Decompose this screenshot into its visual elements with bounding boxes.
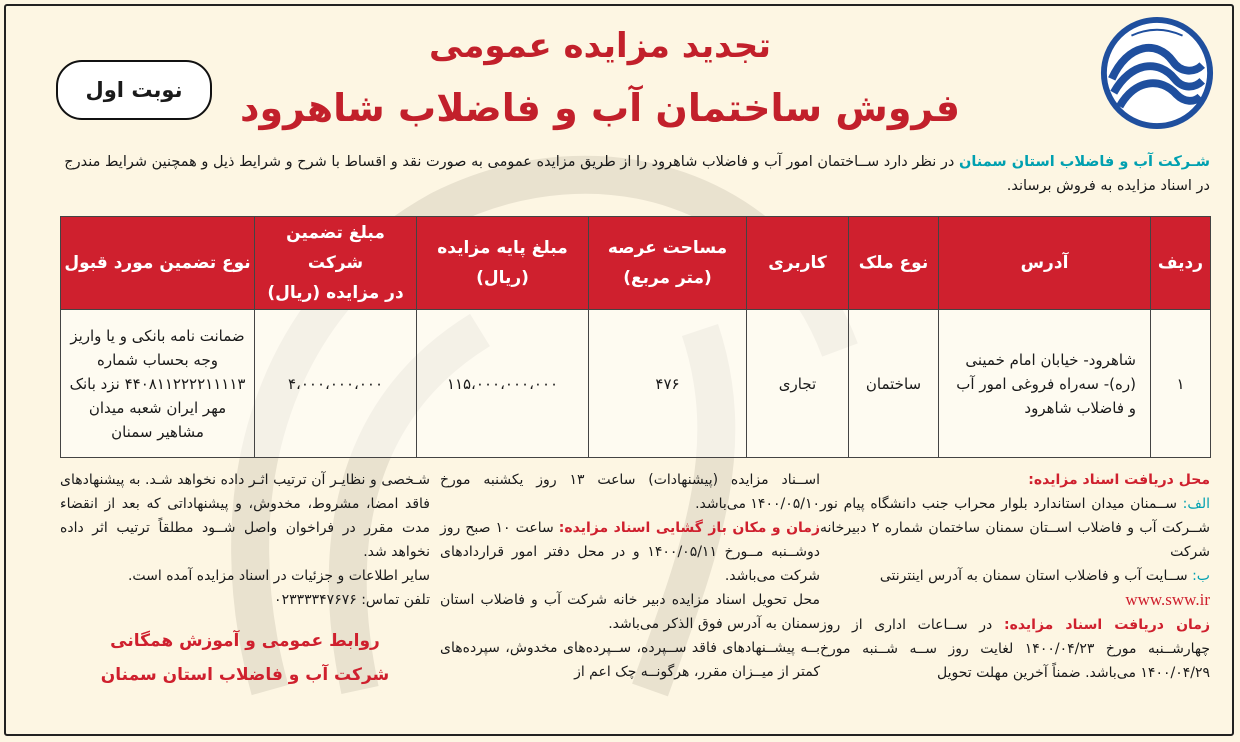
page-title: تجدید مزایده عمومی [428,26,772,66]
column-left [60,468,430,692]
water-waves-logo-icon [1098,14,1216,132]
signature-line-2: شرکت آب و فاضلاب استان سمنان [100,665,390,685]
th-deposit: مبلغ تضمین شرکت در مزایده (ریال) [255,217,417,310]
section-heading: محل دریافت اسناد مزایده: [1028,472,1210,488]
paragraph: ب: ســایت آب و فاضلاب استان سمنان به آدرس اینترنتی [879,568,1210,584]
intro-text: در نظر دارد ســاختمان امور آب و فاضلاب شاهرود را از طریق مزایده عمومی به صورت نقد و اقساط با شرح و شرایط ذیل و همچنین شرایط مندرج در اسناد مزایده به فروش برساند. [64,154,1210,194]
phone-number: تلفن تماس: ۰۲۳۳۳۳۴۷۶۷۶ [274,592,430,608]
th-row: ردیف [1151,217,1211,310]
cell-guarantee: ضمانت نامه بانکی و یا واریز وجه بحساب شماره ۴۴۰۸۱۱۲۲۲۲۱۱۱۱۳ نزد بانک مهر ایران شعبه میدان مشاهیر سمنان [61,310,255,458]
paragraph: شـخصی و نظایـر آن ترتیب اثـر داده نخواهد شـد. به پیشنهادهای فاقد امضا، مشروط، مخدوش، و پیشنهاداتی که بعد از انقضاء مدت مقرر در فراخوان واصل شــود مطلقاً ترتیب اثر داده نخواهد شد. [60,472,430,560]
th-guarantee: نوع تضمین مورد قبول [61,217,255,310]
table-header-row [61,217,1211,310]
paragraph: سایر اطلاعات و جزئیات در اسناد مزایده آمده است. [127,568,430,584]
signature-block [60,624,430,692]
cell-num: ۱ [1151,310,1211,458]
column-right [820,468,1210,685]
cell-address: شاهرود- خیابان امام خمینی (ره)- سه‌راه فروغی امور آب و فاضلاب شاهرود [939,310,1151,458]
intro-paragraph [60,150,1210,198]
paragraph: زمان دریافت اسناد مزایده: در ســاعات اداری از روز چهارشــنبه مورخ ۱۴۰۰/۰۴/۲۳ لغایت روز ســه شــنبه مورخ ۱۴۰۰/۰۴/۲۹ می‌باشد. ضمناً آخرین مهلت تحویل [820,617,1211,681]
round-badge: نوبت اول [56,60,212,120]
column-middle [440,468,820,684]
website-link[interactable]: www.sww.ir [1125,590,1210,609]
signature-line-1: روابط عمومی و آموزش همگانی [110,631,380,651]
paragraph: محل تحویل اسناد مزایده دبیر خانه شرکت آب و فاضلاب استان سمنان به آدرس فوق الذکر می‌باشد. [440,592,820,632]
th-address: آدرس [939,217,1151,310]
cell-type: ساختمان [849,310,939,458]
paragraph: زمان و مکان باز گشایی اسناد مزایده: ساعت ۱۰ صبح روز دوشــنبه مــورخ ۱۴۰۰/۰۵/۱۱ و در محل دفتر امور قراردادهای شرکت می‌باشد. [440,520,821,584]
cell-area: ۴۷۶ [589,310,747,458]
th-base-price: مبلغ پایه مزایده (ریال) [417,217,589,310]
th-type: نوع ملک [849,217,939,310]
company-name: شـرکت آب و فاضلاب استان سمنان [958,154,1210,170]
th-area: مساحت عرصه (متر مربع) [589,217,747,310]
cell-usage: تجاری [747,310,849,458]
page-subtitle: فروش ساختمان آب و فاضلاب شاهرود [240,86,960,130]
table-row [61,310,1211,458]
cell-base-price: ۱۱۵،۰۰۰،۰۰۰،۰۰۰ [417,310,589,458]
paragraph: الف: ســمنان میدان استاندارد بلوار محراب جنب دانشگاه پیام نور شــرکت آب و فاضلاب اســتان سمنان ساختمان شماره ۲ دبیرخانه شرکت [820,496,1210,560]
paragraph: اســناد مزایده (پیشنهادات) ساعت ۱۳ روز یکشنبه مورخ ۱۴۰۰/۰۵/۱۰ می‌باشد. [440,472,821,512]
cell-deposit: ۴،۰۰۰،۰۰۰،۰۰۰ [255,310,417,458]
th-usage: کاربری [747,217,849,310]
auction-table [60,216,1211,458]
paragraph: بــه پیشــنهادهای فاقد ســپرده، ســپرده‌های مخدوش، سپرده‌های کمتر از میــزان مقرر، هرگونــه چک اعم از [440,640,820,680]
